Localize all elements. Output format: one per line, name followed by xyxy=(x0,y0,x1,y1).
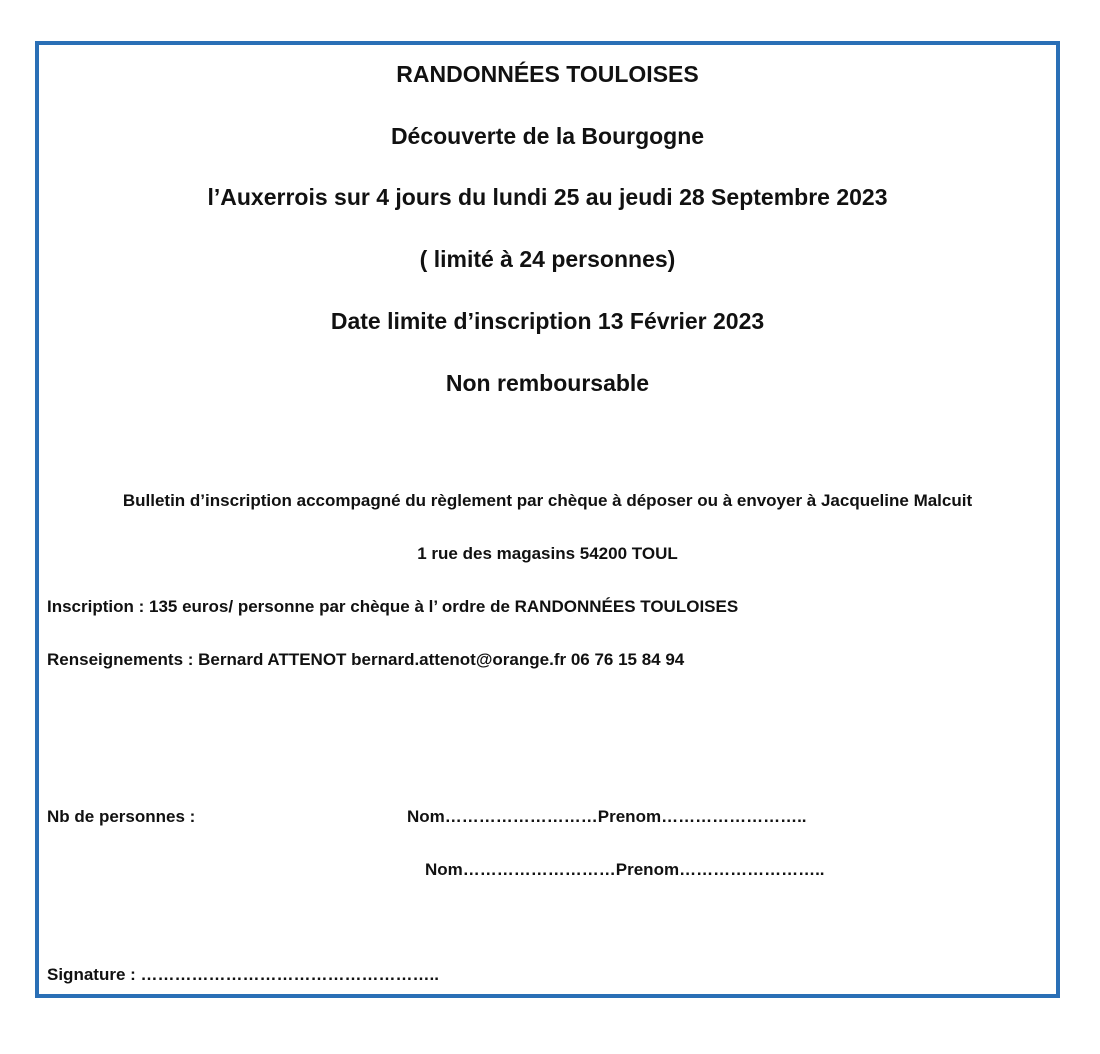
contact-text: Renseignements : Bernard ATTENOT bernard.attenot@orange.fr 06 76 15 84 94 xyxy=(47,650,685,669)
nb-personnes-label: Nb de personnes : xyxy=(47,807,196,826)
document-frame xyxy=(35,41,1060,998)
participant-limit: ( limité à 24 personnes) xyxy=(419,246,676,272)
trip-title: Découverte de la Bourgogne xyxy=(390,123,705,149)
trip-dates: l’Auxerrois sur 4 jours du lundi 25 au jeudi 28 Septembre 2023 xyxy=(207,184,888,210)
bulletin-text: Bulletin d’inscription accompagné du règlement par chèque à déposer ou à envoyer à Jacqueline Malcuit xyxy=(122,491,973,510)
name-field-1[interactable]: Nom………………………Prenom…………………….. xyxy=(407,807,807,826)
name-field-2[interactable]: Nom………………………Prenom…………………….. xyxy=(425,860,825,879)
registration-deadline: Date limite d’inscription 13 Février 2023 xyxy=(330,308,765,334)
inscription-text: Inscription : 135 euros/ personne par chèque à l’ ordre de RANDONNÉES TOULOISES xyxy=(47,597,739,616)
refund-notice: Non remboursable xyxy=(445,370,650,396)
club-name: RANDONNÉES TOULOISES xyxy=(396,61,699,87)
signature-field[interactable]: Signature : …………………………………………….. xyxy=(47,965,439,984)
address-text: 1 rue des magasins 54200 TOUL xyxy=(417,544,678,563)
